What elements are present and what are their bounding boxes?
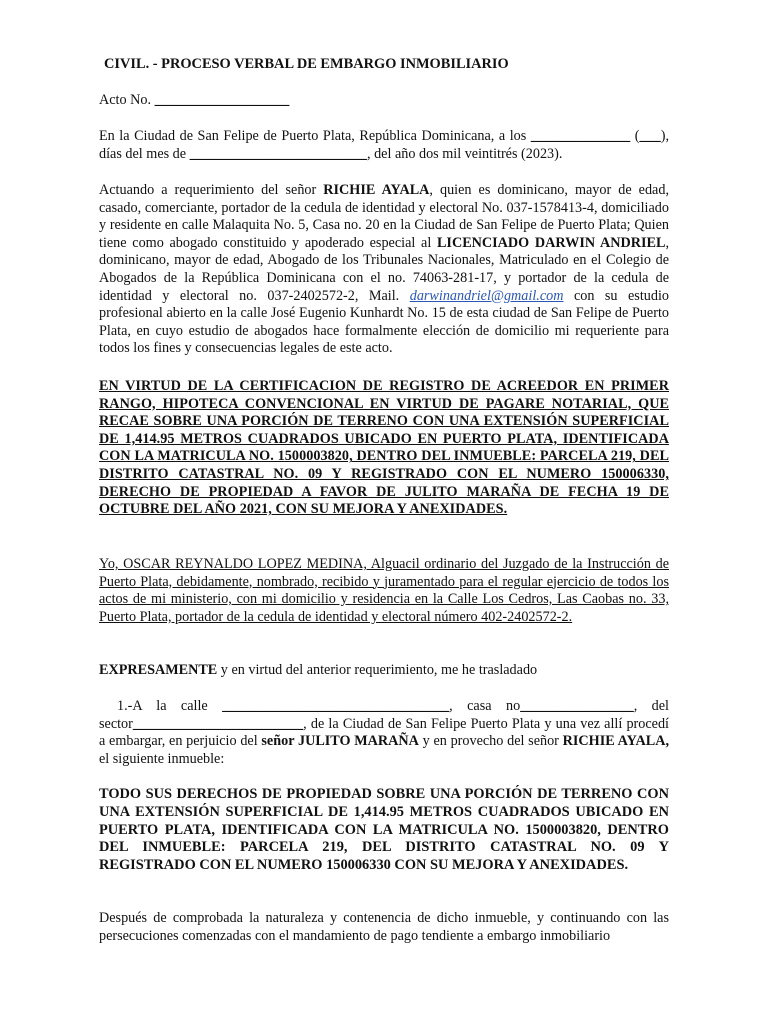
day-number-blank: ___ — [639, 128, 661, 144]
date-paragraph — [99, 128, 669, 163]
date-text-2: ( — [630, 128, 640, 144]
expresamente-paragraph — [99, 662, 669, 680]
requester-text-4: con su estudio profesional abierto en la calle José Eugenio Kunhardt No. 15 de esta ciudad de San Felipe de Puerto Plata, en cuyo estudio de abogados hace formalmente elección de domicilio mi requeriente para todos los fines y consecuencias legales de este acto. — [99, 287, 669, 357]
seizure-text-1: 1.-A la calle — [117, 698, 223, 714]
house-number-blank: ________________ — [520, 698, 634, 714]
day-blank: ______________ — [530, 128, 631, 144]
requester-name: RICHIE AYALA — [323, 182, 430, 198]
document-title: CIVIL. - PROCESO VERBAL DE EMBARGO INMOBILIARIO — [104, 56, 509, 72]
month-blank: _________________________ — [189, 145, 367, 162]
date-text-1: En la Ciudad de San Felipe de Puerto Plata, República Dominicana, a los — [99, 128, 531, 144]
seizure-paragraph — [99, 698, 669, 768]
seizure-text-4: , de la Ciudad de San Felipe Puerto Plata y una vez allí procedí a embargar, en perjuicio del — [99, 715, 669, 750]
expresamente-text: y en virtud del anterior requerimiento, me he trasladado — [217, 662, 538, 678]
street-blank: ________________________________ — [222, 698, 450, 714]
requester-text-3: , dominicano, mayor de edad, Abogado de los Tribunales Nacionales, Matriculado en el Colegio de Abogados de la República Dominicana con el no. 74063-281-17, y portador de la cedula de identidad y electoral no. 037-2402572-2, Mail. — [99, 234, 669, 304]
acto-number-blank: ___________________ — [154, 92, 290, 108]
seizure-text-2: , casa no — [449, 698, 521, 714]
seizure-text-5: y en provecho del señor — [418, 733, 563, 750]
seizure-text-3: , del sector — [99, 698, 670, 732]
seizure-text-6: el siguiente inmueble: — [99, 750, 225, 767]
creditor-name: RICHIE AYALA, — [562, 733, 670, 750]
lawyer-name: LICENCIADO DARWIN ANDRIEL — [436, 234, 666, 251]
bailiff-paragraph: Yo, OSCAR REYNALDO LOPEZ MEDINA, Alguacil ordinario del Juzgado de la Instrucción de Puerto Plata, debidamente, nombrado, recibido y juramentado para el regular ejercicio de todos los actos de mi ministerio, con mi domicilio y residencia en la Calle Los Cedros, Las Caobas no. 33, Puerto Plata, portador de la cedula de identidad y electoral número 402-2402572-2. — [99, 556, 669, 625]
property-description: TODO SUS DERECHOS DE PROPIEDAD SOBRE UNA PORCIÓN DE TERRENO CON UNA EXTENSIÓN SUPERFICIAL DE 1,414.95 METROS CUADRADOS UBICADO EN PUERTO PLATA, IDENTIFICADA CON LA MATRICULA NO. 1500003820, DENTRO DEL INMUEBLE: PARCELA 219, DEL DISTRITO CATASTRAL NO. 09 Y REGISTRADO CON EL NUMERO 150006330 CON SU MEJORA Y ANEXIDADES. — [99, 786, 669, 874]
closing-paragraph: Después de comprobada la naturaleza y contenencia de dicho inmueble, y continuando con las persecuciones comenzadas con el mandamiento de pago tendiente a embargo inmobiliario — [99, 910, 669, 944]
email-link[interactable]: darwinandriel@gmail.com — [409, 287, 564, 304]
sector-blank: ________________________ — [132, 715, 304, 732]
acto-label: Acto No. — [99, 92, 152, 108]
requester-paragraph — [99, 182, 669, 358]
certification-paragraph: EN VIRTUD DE LA CERTIFICACION DE REGISTRO DE ACREEDOR EN PRIMER RANGO, HIPOTECA CONVENCIONAL EN VIRTUD DE PAGARE NOTARIAL, QUE RECAE SOBRE UNA PORCIÓN DE TERRENO CON UNA EXTENSIÓN SUPERFICIAL DE 1,414.95 METROS CUADRADOS UBICADO EN PUERTO PLATA, IDENTIFICADA CON LA MATRICULA NO. 1500003820, DENTRO DEL INMUEBLE: PARCELA 219, DEL DISTRITO CATASTRAL NO. 09 Y REGISTRADO CON EL NUMERO 150006330, DERECHO DE PROPIEDAD A FAVOR DE JULITO MARAÑA DE FECHA 19 DE OCTUBRE DEL AÑO 2021, CON SU MEJORA Y ANEXIDADES. — [99, 378, 669, 518]
date-text-3: ), días del mes de — [99, 128, 669, 162]
requester-text-2: , quien es dominicano, mayor de edad, casado, comerciante, portador de la cedula de identidad y electoral No. 037-1578413-4, domiciliado y residente en calle Malaquita No. 5, Casa no. 20 en la Ciudad de San Felipe de Puerto Plata; Quien tiene como abogado constituido y apoderado especial al — [99, 182, 669, 251]
requester-text-1: Actuando a requerimiento del señor — [99, 182, 324, 198]
debtor-name: señor JULITO MARAÑA — [261, 733, 419, 750]
acto-number-line — [99, 92, 289, 110]
date-text-4: , del año dos mil veintitrés (2023). — [366, 145, 563, 162]
expresamente-label: EXPRESAMENTE — [99, 662, 218, 678]
